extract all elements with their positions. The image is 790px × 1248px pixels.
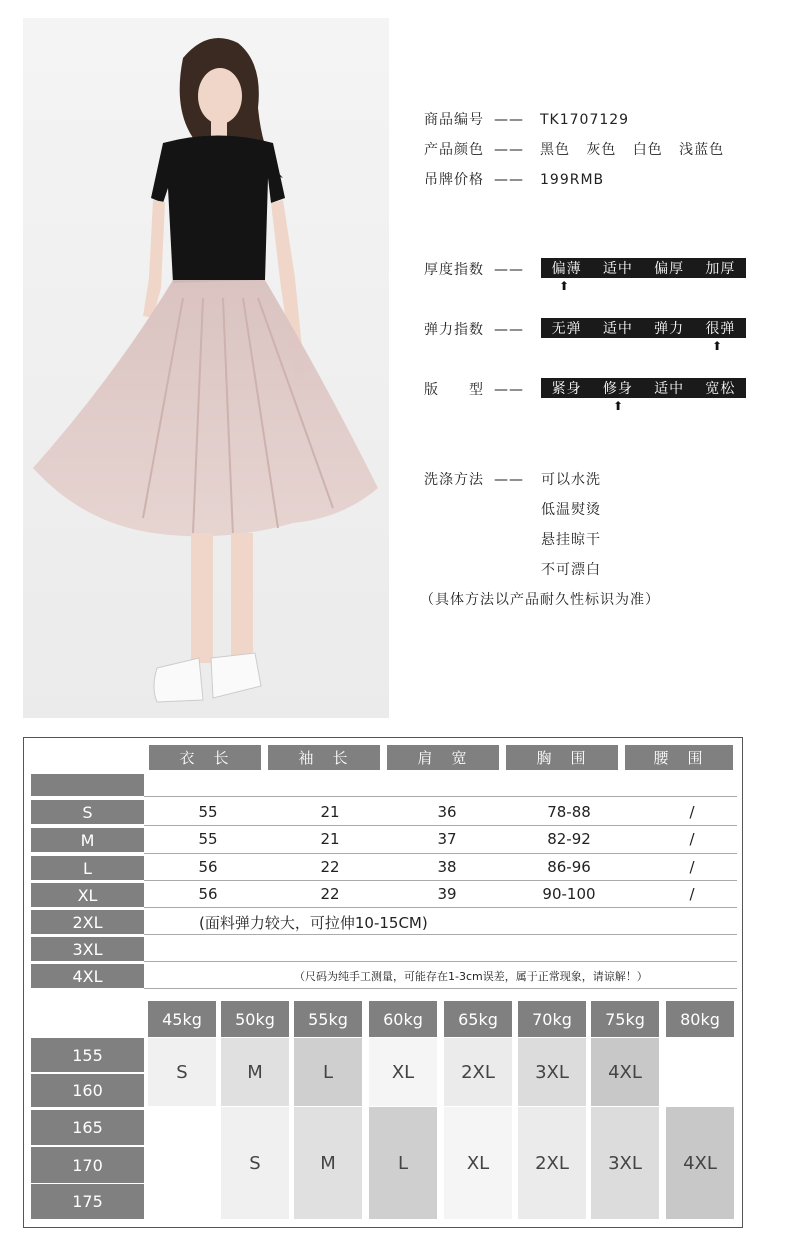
size-block: 4XL: [666, 1107, 734, 1219]
divider: [144, 825, 737, 826]
divider: [144, 907, 737, 908]
size-block: 3XL: [591, 1107, 659, 1219]
weight-header: 80kg: [666, 1001, 734, 1037]
scale-option: 修身: [602, 381, 633, 397]
weight-header: 75kg: [591, 1001, 659, 1037]
size-label: M: [31, 828, 144, 852]
size-label: XL: [31, 883, 144, 907]
wash-method: 可以水洗: [541, 472, 601, 488]
thickness-scale: [541, 258, 746, 278]
cell-sleeve: 22: [320, 858, 340, 876]
header-shoulder: 肩 宽: [387, 745, 499, 770]
cell-bust: 86-96: [547, 858, 591, 876]
cell-sleeve: 21: [320, 803, 340, 821]
wash-method: 低温熨烫: [541, 502, 601, 518]
elasticity-label: 弹力指数: [424, 322, 484, 338]
item-number-row: [424, 109, 629, 129]
weight-header: 50kg: [221, 1001, 289, 1037]
weight-header: 60kg: [369, 1001, 437, 1037]
divider: [144, 961, 737, 962]
cell-waist: /: [689, 803, 695, 821]
divider: [144, 796, 737, 797]
size-block: S: [221, 1107, 289, 1219]
size-block: 4XL: [591, 1038, 659, 1106]
item-number-label: 商品编号: [424, 112, 484, 128]
height-label: 170: [31, 1147, 144, 1183]
fit-indicator-arrow-icon: ⬆: [613, 399, 624, 413]
elastic-note: (面料弹力较大，可拉伸10-15CM): [199, 914, 428, 932]
elasticity-scale: [541, 318, 746, 338]
cell-length: 55: [198, 803, 218, 821]
size-block: 2XL: [444, 1038, 512, 1106]
scale-option: 偏厚: [654, 261, 685, 277]
scale-option: 弹力: [654, 321, 685, 337]
price-label: 吊牌价格: [424, 172, 484, 188]
weight-header: 45kg: [148, 1001, 216, 1037]
thickness-label: 厚度指数: [424, 262, 484, 278]
colors-row: [424, 139, 724, 159]
divider: [144, 880, 737, 881]
height-label: 165: [31, 1110, 144, 1145]
product-photo: [23, 18, 389, 718]
cell-sleeve: 21: [320, 830, 340, 848]
scale-option: 加厚: [705, 261, 736, 277]
cell-waist: /: [689, 830, 695, 848]
cell-bust: 82-92: [547, 830, 591, 848]
scale-option: 无弹: [551, 321, 582, 337]
thickness-indicator-arrow-icon: ⬆: [559, 279, 570, 293]
weight-header: 55kg: [294, 1001, 362, 1037]
dash: ——: [494, 472, 524, 488]
cell-waist: /: [689, 858, 695, 876]
size-block: 2XL: [518, 1107, 586, 1219]
size-label: 2XL: [31, 910, 144, 934]
height-label: 160: [31, 1074, 144, 1107]
fit-label: 版 型: [424, 382, 484, 398]
cell-bust: 90-100: [542, 885, 596, 903]
fit-row: [424, 379, 540, 399]
dash: ——: [494, 262, 524, 278]
color-option: 白色: [632, 142, 663, 158]
divider: [144, 934, 737, 935]
size-block: L: [294, 1038, 362, 1106]
dash: ——: [494, 172, 524, 188]
fit-scale: [541, 378, 746, 398]
wash-row: [424, 469, 540, 489]
height-label: 175: [31, 1184, 144, 1219]
size-block: M: [294, 1107, 362, 1219]
divider: [144, 853, 737, 854]
height-label: 155: [31, 1038, 144, 1072]
size-block: 3XL: [518, 1038, 586, 1106]
wash-method: 不可漂白: [541, 562, 601, 578]
header-sleeve: 袖 长: [268, 745, 380, 770]
weight-header: 70kg: [518, 1001, 586, 1037]
cell-shoulder: 36: [437, 803, 457, 821]
dash: ——: [494, 142, 524, 158]
header-bust: 胸 围: [506, 745, 618, 770]
size-label: 3XL: [31, 937, 144, 961]
divider: [144, 988, 737, 989]
cell-bust: 78-88: [547, 803, 591, 821]
price-row: [424, 169, 604, 189]
colors-label: 产品颜色: [424, 142, 484, 158]
wash-method: 悬挂晾干: [541, 532, 601, 548]
scale-option: 适中: [602, 261, 633, 277]
size-block: M: [221, 1038, 289, 1106]
header-length: 衣 长: [149, 745, 261, 770]
color-option: 黑色: [540, 142, 570, 158]
elasticity-indicator-arrow-icon: ⬆: [712, 339, 723, 353]
cell-length: 56: [198, 858, 218, 876]
cell-sleeve: 22: [320, 885, 340, 903]
color-option: 浅蓝色: [679, 142, 725, 158]
weight-header: 65kg: [444, 1001, 512, 1037]
cell-shoulder: 39: [437, 885, 457, 903]
scale-option: 很弹: [705, 321, 736, 337]
elasticity-row: [424, 319, 540, 339]
size-chart: [23, 737, 743, 1228]
header-waist: 腰 围: [625, 745, 733, 770]
dash: ——: [494, 322, 524, 338]
size-block: S: [148, 1038, 216, 1106]
size-block: XL: [369, 1038, 437, 1106]
scale-option: 适中: [602, 321, 633, 337]
dash: ——: [494, 382, 524, 398]
dash: ——: [494, 112, 524, 128]
scale-option: 偏薄: [551, 261, 582, 277]
cell-length: 55: [198, 830, 218, 848]
wash-note: （具体方法以产品耐久性标识为准）: [420, 592, 660, 608]
scale-option: 宽松: [705, 381, 736, 397]
price-value: 199RMB: [540, 172, 605, 188]
thickness-row: [424, 259, 540, 279]
cell-length: 56: [198, 885, 218, 903]
scale-option: 适中: [654, 381, 685, 397]
size-header-blank: [31, 774, 144, 796]
color-option: 灰色: [586, 142, 617, 158]
cell-shoulder: 38: [437, 858, 457, 876]
size-block: L: [369, 1107, 437, 1219]
measure-note: （尺码为纯手工测量，可能存在1-3cm误差，属于正常现象，请谅解！）: [294, 970, 648, 983]
wash-label: 洗涤方法: [424, 472, 484, 488]
size-label: L: [31, 856, 144, 880]
scale-option: 紧身: [551, 381, 582, 397]
size-label: 4XL: [31, 964, 144, 988]
size-label: S: [31, 800, 144, 824]
item-number-value: TK1707129: [540, 112, 630, 128]
cell-shoulder: 37: [437, 830, 457, 848]
cell-waist: /: [689, 885, 695, 903]
size-block: XL: [444, 1107, 512, 1219]
